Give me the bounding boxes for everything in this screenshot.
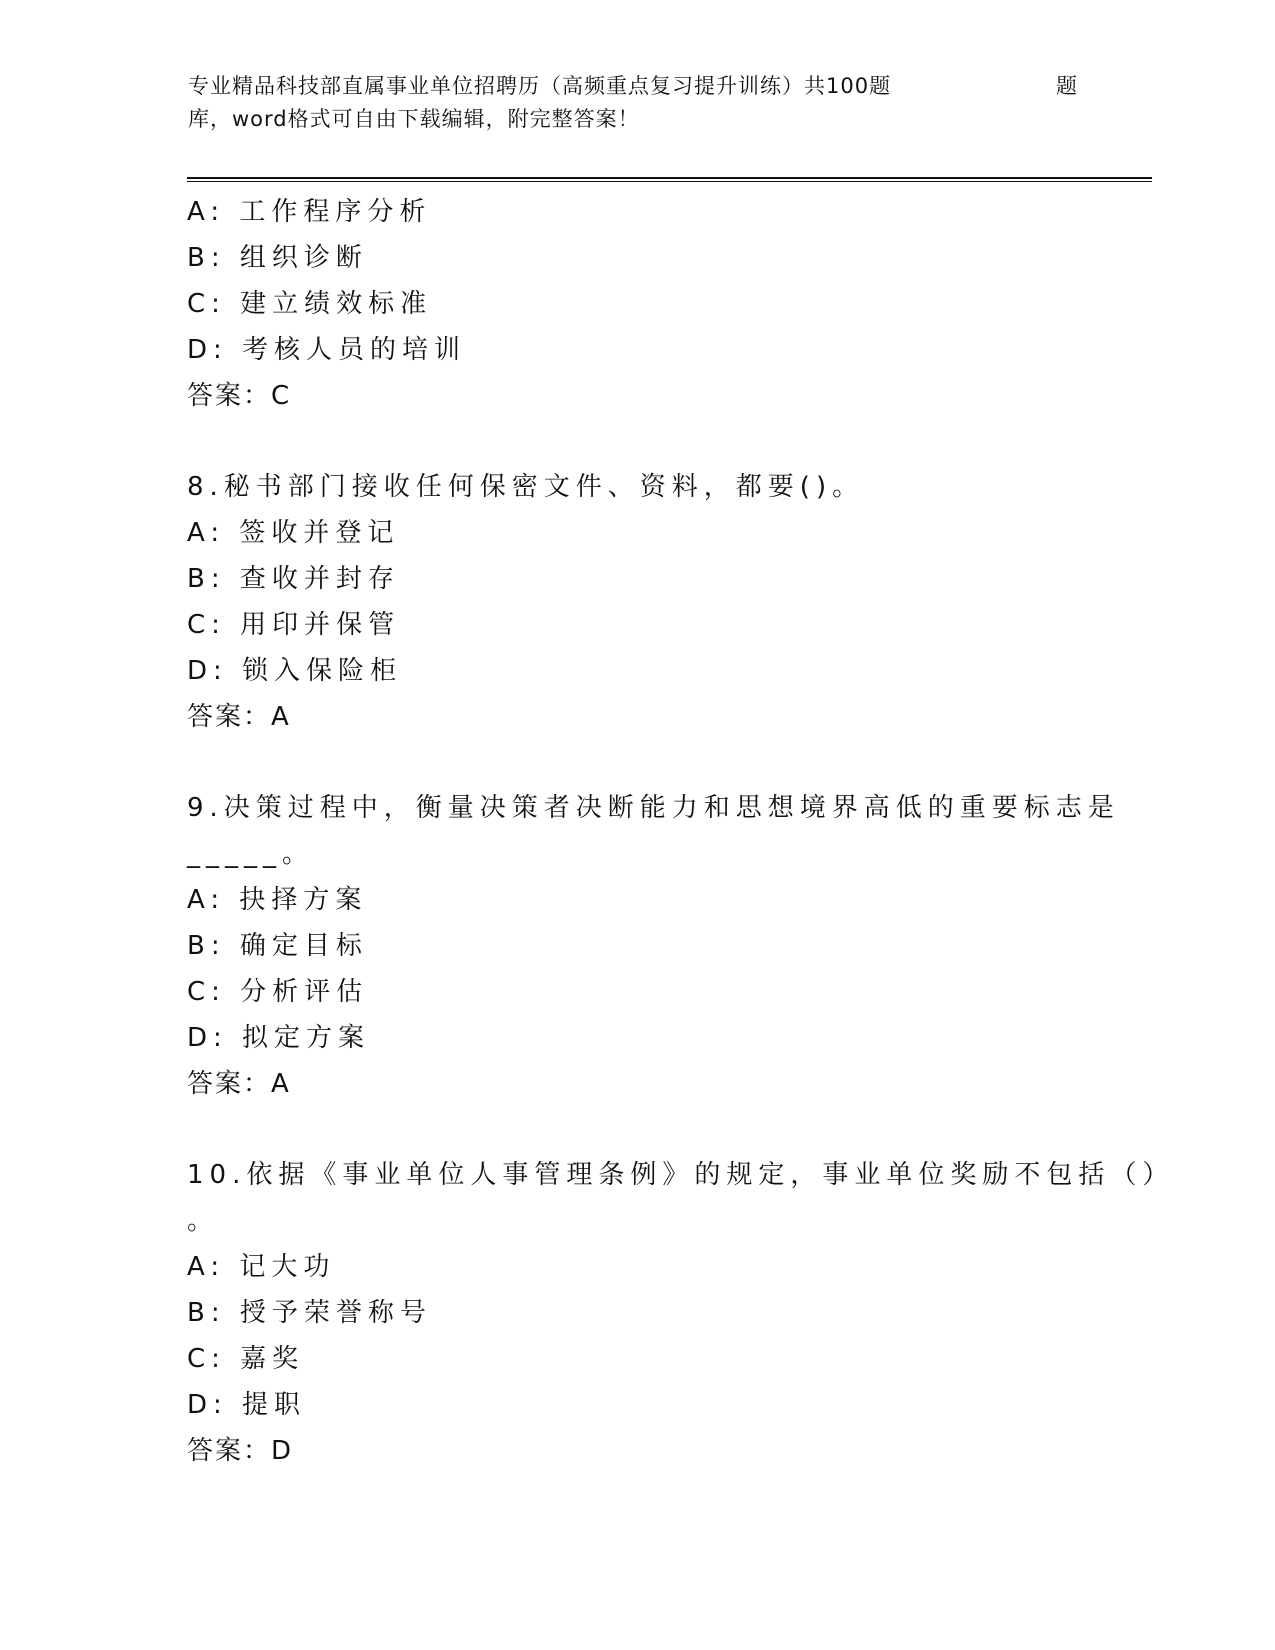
spacer (187, 419, 1087, 464)
answer: 答案：A (187, 1069, 291, 1099)
option-d: D: 考核人员的培训 (187, 335, 467, 365)
question-stem: 10.依据《事业单位人事管理条例》的规定，事业单位奖励不包括（） (187, 1160, 1175, 1190)
option-b: B: 确定目标 (187, 931, 368, 961)
option-d: D: 锁入保险柜 (187, 656, 403, 686)
option-c: C: 建立绩效标准 (187, 289, 433, 319)
option-a: A: 记大功 (187, 1252, 336, 1282)
option-a: A: 抉择方案 (187, 885, 368, 915)
question-list (187, 189, 1175, 1474)
option-a: A: 工作程序分析 (187, 197, 432, 227)
answer: 答案：D (187, 1436, 294, 1466)
spacer (187, 1107, 1087, 1152)
question-stem-continued: 。 (187, 1206, 220, 1236)
option-b: B: 组织诊断 (187, 243, 368, 273)
header-title-line-1-end: 题 (1056, 74, 1078, 98)
option-c: C: 用印并保管 (187, 610, 401, 640)
option-b: B: 授予荣誉称号 (187, 1298, 432, 1328)
question-7 (187, 189, 1087, 419)
question-stem: 8.秘书部门接收任何保密文件、资料，都要()。 (187, 472, 865, 502)
header-line-1 (188, 70, 1088, 103)
option-d: D: 提职 (187, 1390, 307, 1420)
spacer (187, 740, 1087, 785)
question-stem: 9.决策过程中，衡量决策者决断能力和思想境界高低的重要标志是 (187, 793, 1120, 823)
option-a: A: 签收并登记 (187, 518, 400, 548)
header-title-line-1: 专业精品科技部直属事业单位招聘历（高频重点复习提升训练）共100题 (188, 74, 892, 98)
question-stem-continued: _____。 (187, 839, 315, 869)
page-header (188, 70, 1088, 136)
question-10 (187, 1152, 1175, 1474)
question-9 (187, 785, 1120, 1107)
option-b: B: 查收并封存 (187, 564, 400, 594)
question-8 (187, 464, 1087, 740)
answer: 答案：A (187, 702, 291, 732)
option-c: C: 嘉奖 (187, 1344, 305, 1374)
answer: 答案：C (187, 381, 292, 411)
option-c: C: 分析评估 (187, 977, 369, 1007)
header-title-line-2: 库，word格式可自由下载编辑，附完整答案！ (188, 107, 640, 131)
option-d: D: 拟定方案 (187, 1023, 371, 1053)
header-divider (187, 177, 1152, 182)
